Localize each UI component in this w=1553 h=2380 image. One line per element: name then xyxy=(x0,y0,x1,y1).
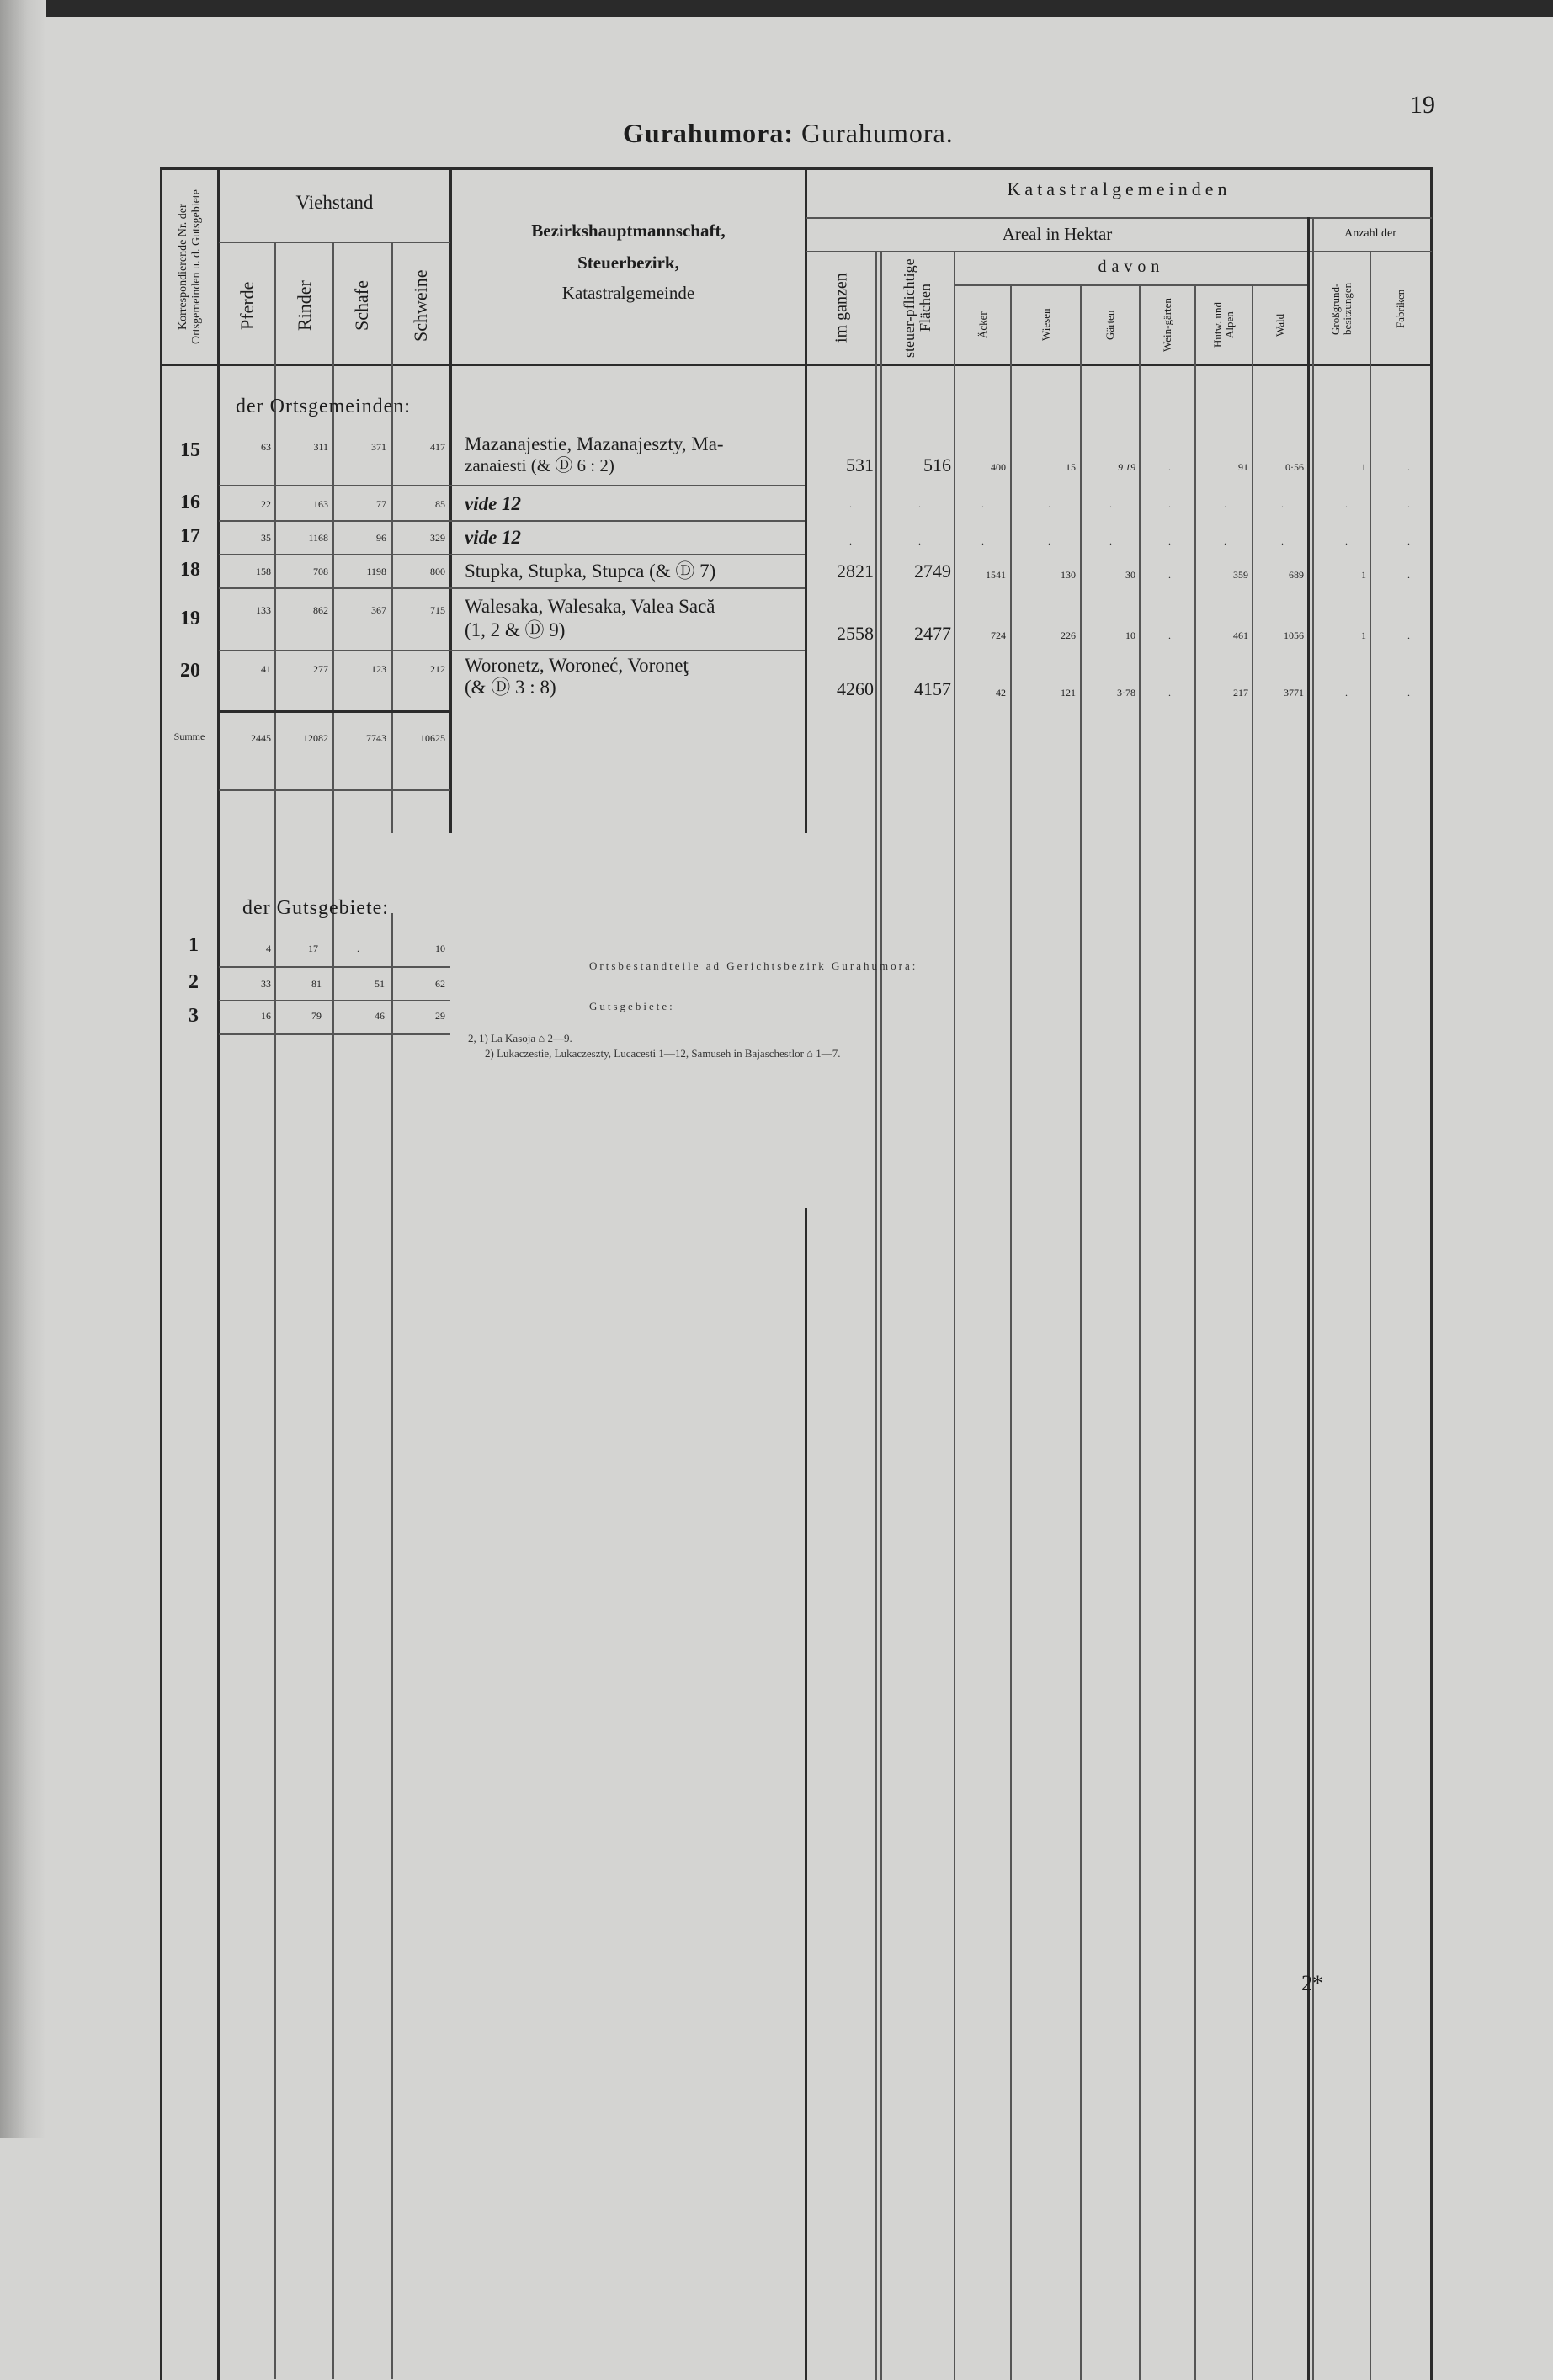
cell-gaerten: 10 xyxy=(1125,630,1135,641)
header-pferde: Pferde xyxy=(237,281,258,330)
cell-aecker: 1541 xyxy=(986,569,1006,581)
cell-grossgrund: . xyxy=(1345,498,1348,510)
cell-schweine: 417 xyxy=(430,441,445,453)
note-gutsgebiete: Gutsgebiete: xyxy=(589,1000,675,1012)
page-number: 19 xyxy=(1410,91,1435,119)
cell-schweine: 715 xyxy=(430,604,445,616)
cell-fabriken: . xyxy=(1407,569,1410,581)
col-sep-wald xyxy=(1252,284,1253,2380)
cell-wald: . xyxy=(1281,498,1284,510)
guts-pferde: 4 xyxy=(266,943,271,954)
col-sep-schweine-lower xyxy=(391,913,393,2379)
signature-mark: 2* xyxy=(1301,1971,1323,1995)
cell-gemeinde-line1: Mazanajestie, Mazanajeszty, Ma- xyxy=(465,433,724,454)
cell-gaerten: . xyxy=(1109,498,1112,510)
cell-wald: 689 xyxy=(1289,569,1304,581)
header-rinder: Rinder xyxy=(294,280,315,331)
header-bottom-rule xyxy=(160,364,1433,366)
cell-hutw: 359 xyxy=(1233,569,1248,581)
cell-pferde: 158 xyxy=(256,566,271,577)
cell-wein: . xyxy=(1168,630,1171,641)
row-rule xyxy=(219,587,805,589)
header-im-ganzen: im ganzen xyxy=(832,273,851,343)
kat-sub-rule xyxy=(806,217,1432,219)
row-nr: 18 xyxy=(180,559,200,581)
cell-schafe: 96 xyxy=(376,532,386,544)
header-schafe: Schafe xyxy=(351,280,372,331)
guts-schweine: 62 xyxy=(435,978,445,990)
cell-gaerten: 3·78 xyxy=(1117,687,1135,699)
cell-im-ganzen: 4260 xyxy=(837,678,874,699)
row-rule xyxy=(219,966,450,968)
cell-wald: 0·56 xyxy=(1285,461,1304,473)
cell-hutw: 91 xyxy=(1238,461,1248,473)
table-right-rule xyxy=(1430,167,1433,2380)
cell-rinder: 708 xyxy=(313,566,328,577)
row-nr: 17 xyxy=(180,525,200,547)
cell-im-ganzen: 2821 xyxy=(837,560,874,582)
row-rule xyxy=(219,1033,450,1035)
cell-gaerten: 30 xyxy=(1125,569,1135,581)
cell-steuer: 2749 xyxy=(914,560,951,582)
cell-gemeinde-line1: Walesaka, Walesaka, Valea Sacă xyxy=(465,596,715,617)
header-hutw: Hutw. und Alpen xyxy=(1211,301,1236,348)
areal-sub-rule xyxy=(806,251,1432,252)
col-sep-wiesen xyxy=(1010,284,1012,2380)
cell-pferde: 22 xyxy=(261,498,271,510)
cell-hutw: . xyxy=(1224,498,1226,510)
cell-gaerten: . xyxy=(1109,535,1112,547)
guts-row-nr: 2 xyxy=(189,971,199,993)
header-areal: Areal in Hektar xyxy=(1002,224,1113,244)
header-corr-nr: Korrespondierende Nr. der Ortsgemeinden u. d. Gutsgebiete xyxy=(177,189,203,344)
guts-pferde: 16 xyxy=(261,1010,271,1022)
cell-fabriken: . xyxy=(1407,498,1410,510)
cell-schweine: 85 xyxy=(435,498,445,510)
cell-hutw: . xyxy=(1224,535,1226,547)
cell-steuer: . xyxy=(918,498,921,510)
header-wald: Wald xyxy=(1274,313,1286,337)
section-ortsgemeinden: der Ortsgemeinden: xyxy=(236,396,411,417)
header-weingaerten: Wein-gärten xyxy=(1161,298,1173,352)
cell-grossgrund: 1 xyxy=(1361,461,1366,473)
cell-rinder: 163 xyxy=(313,498,328,510)
col-sep-rinder xyxy=(274,242,276,2379)
summe-rinder: 12082 xyxy=(303,732,328,744)
running-head-district: Gurahumora: xyxy=(623,118,794,148)
davon-sub-rule xyxy=(955,284,1308,286)
col-sep-schafe xyxy=(332,242,334,2379)
table-top-rule xyxy=(160,167,1433,170)
col-sep-gaerten xyxy=(1080,284,1082,2380)
note-line-2: 2) Lukaczestie, Lukaczeszty, Lucacesti 1—12, Samuseh in Bajaschestlor ⌂ 1—7. xyxy=(485,1047,841,1060)
guts-row-nr: 3 xyxy=(189,1005,199,1027)
header-gaerten: Gärten xyxy=(1104,310,1116,340)
cell-gemeinde-line2: (& Ⓓ 3 : 8) xyxy=(465,677,556,698)
summe-label: Summe xyxy=(173,730,205,742)
cell-steuer: 2477 xyxy=(914,623,951,644)
cell-wald: . xyxy=(1281,535,1284,547)
col-sep-anzahl xyxy=(1307,217,1310,2380)
cell-aecker: 400 xyxy=(991,461,1006,473)
row-rule xyxy=(219,554,805,555)
cell-wein: . xyxy=(1168,498,1171,510)
cell-schafe: 367 xyxy=(371,604,386,616)
cell-wein: . xyxy=(1168,535,1171,547)
guts-rinder: 17 xyxy=(308,943,318,954)
guts-schafe: 46 xyxy=(375,1010,385,1022)
header-davon: davon xyxy=(1098,258,1165,276)
cell-grossgrund: 1 xyxy=(1361,630,1366,641)
cell-gemeinde-line1: Woronetz, Woroneć, Voroneţ xyxy=(465,655,689,676)
cell-fabriken: . xyxy=(1407,630,1410,641)
cell-steuer: 4157 xyxy=(914,678,951,699)
cell-gemeinde: vide 12 xyxy=(465,527,522,548)
cell-schafe: 123 xyxy=(371,663,386,675)
cell-wiesen: . xyxy=(1048,535,1050,547)
scan-top-border xyxy=(0,0,1553,17)
cell-aecker: 724 xyxy=(991,630,1006,641)
cell-wald: 3771 xyxy=(1284,687,1304,699)
cell-schweine: 800 xyxy=(430,566,445,577)
cell-pferde: 133 xyxy=(256,604,271,616)
cell-rinder: 1168 xyxy=(308,532,328,544)
running-head-court: Gurahumora. xyxy=(801,118,954,148)
guts-rinder: 79 xyxy=(311,1010,322,1022)
cell-aecker: . xyxy=(981,498,984,510)
cell-wein: . xyxy=(1168,687,1171,699)
guts-rinder: 81 xyxy=(311,978,322,990)
cell-aecker: . xyxy=(981,535,984,547)
cell-gaerten: 9 19 xyxy=(1118,461,1135,473)
cell-rinder: 311 xyxy=(313,441,328,453)
header-katastral: Katastralgemeinden xyxy=(1007,178,1231,199)
cell-pferde: 63 xyxy=(261,441,271,453)
cell-steuer: 516 xyxy=(923,454,951,475)
cell-fabriken: . xyxy=(1407,535,1410,547)
cell-pferde: 35 xyxy=(261,532,271,544)
col-sep-kat xyxy=(805,167,807,833)
cell-wein: . xyxy=(1168,461,1171,473)
cell-rinder: 862 xyxy=(313,604,328,616)
header-aecker: Äcker xyxy=(976,311,989,338)
header-wiesen: Wiesen xyxy=(1040,308,1052,342)
guts-schafe: . xyxy=(357,943,359,954)
guts-schweine: 10 xyxy=(435,943,445,954)
cell-gemeinde: vide 12 xyxy=(465,493,522,514)
cell-im-ganzen: . xyxy=(849,498,852,510)
cell-rinder: 277 xyxy=(313,663,328,675)
header-steuerpfl: steuer-pflichtige Flächen xyxy=(901,258,933,358)
col-sep-kat-lower xyxy=(805,1208,807,2380)
cell-gemeinde-line2: zanaiesti (& Ⓓ 6 : 2) xyxy=(465,455,614,475)
cell-schafe: 371 xyxy=(371,441,386,453)
cell-pferde: 41 xyxy=(261,663,271,675)
col-sep-hutw xyxy=(1194,284,1196,2380)
header-anzahl: Anzahl der xyxy=(1344,227,1396,240)
note-line-1: 2, 1) La Kasoja ⌂ 2—9. xyxy=(468,1032,572,1044)
cell-wiesen: . xyxy=(1048,498,1050,510)
cell-fabriken: . xyxy=(1407,687,1410,699)
cell-wiesen: 121 xyxy=(1061,687,1076,699)
cell-wiesen: 15 xyxy=(1066,461,1076,473)
cell-grossgrund: 1 xyxy=(1361,569,1366,581)
vieh-sub-rule xyxy=(219,242,450,243)
cell-im-ganzen: 531 xyxy=(846,454,874,475)
row-nr: 19 xyxy=(180,608,200,630)
cell-schweine: 212 xyxy=(430,663,445,675)
note-ortsbestandteile: Ortsbestandteile ad Gerichtsbezirk Gurahumora: xyxy=(589,959,918,972)
guts-schweine: 29 xyxy=(435,1010,445,1022)
header-grossgrund: Großgrund-besitzungen xyxy=(1329,282,1354,336)
cell-grossgrund: . xyxy=(1345,687,1348,699)
row-rule xyxy=(219,650,805,651)
guts-row-nr: 1 xyxy=(189,934,199,956)
row-rule xyxy=(219,1000,450,1001)
cell-im-ganzen: 2558 xyxy=(837,623,874,644)
section-gutsgebiete: der Gutsgebiete: xyxy=(242,897,389,919)
cell-hutw: 461 xyxy=(1233,630,1248,641)
header-bezirk-1: Bezirkshauptmannschaft, xyxy=(531,220,726,241)
row-rule xyxy=(219,485,805,486)
row-nr: 15 xyxy=(180,439,200,461)
cell-schweine: 329 xyxy=(430,532,445,544)
guts-pferde: 33 xyxy=(261,978,271,990)
header-fabriken: Fabriken xyxy=(1394,289,1407,329)
row-nr: 20 xyxy=(180,660,200,682)
cell-wald: 1056 xyxy=(1284,630,1304,641)
running-head xyxy=(623,118,954,149)
cell-schafe: 1198 xyxy=(366,566,386,577)
scan-binding-shadow xyxy=(0,0,46,2138)
summe-schweine: 10625 xyxy=(420,732,445,744)
row-nr: 16 xyxy=(180,491,200,513)
cell-hutw: 217 xyxy=(1233,687,1248,699)
guts-schafe: 51 xyxy=(375,978,385,990)
cell-gemeinde-line2: (1, 2 & Ⓓ 9) xyxy=(465,619,566,640)
cell-fabriken: . xyxy=(1407,461,1410,473)
col-sep-wein xyxy=(1139,284,1141,2380)
cell-wiesen: 226 xyxy=(1061,630,1076,641)
cell-wiesen: 130 xyxy=(1061,569,1076,581)
cell-schafe: 77 xyxy=(376,498,386,510)
sum-top-rule xyxy=(219,710,450,713)
summe-schafe: 7743 xyxy=(366,732,386,744)
cell-wein: . xyxy=(1168,569,1171,581)
header-viehstand: Viehstand xyxy=(295,192,374,213)
cell-im-ganzen: . xyxy=(849,535,852,547)
col-sep-steuer xyxy=(875,251,877,2380)
row-rule xyxy=(219,520,805,522)
cell-steuer: . xyxy=(918,535,921,547)
summe-pferde: 2445 xyxy=(251,732,271,744)
header-bezirk-2: Steuerbezirk, xyxy=(577,252,679,273)
cell-gemeinde: Stupka, Stupka, Stupca (& Ⓓ 7) xyxy=(465,560,716,582)
cell-aecker: 42 xyxy=(996,687,1006,699)
header-schweine: Schweine xyxy=(410,269,431,342)
header-bezirk-3: Katastralgemeinde xyxy=(561,283,695,303)
cell-grossgrund: . xyxy=(1345,535,1348,547)
sum-bottom-rule xyxy=(219,789,450,791)
